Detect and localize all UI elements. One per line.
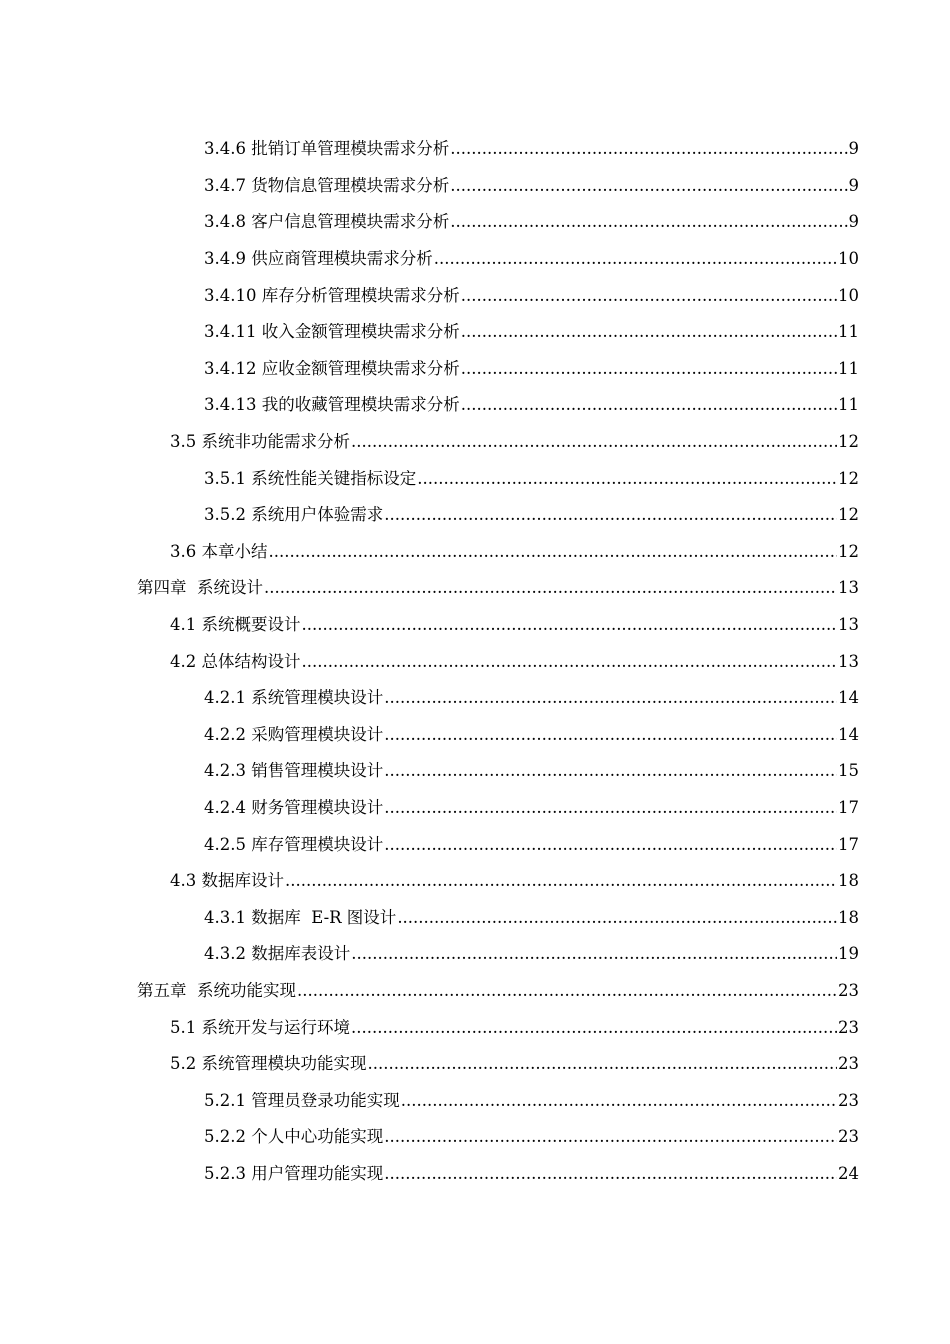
toc-entry-page: 23	[838, 1090, 859, 1110]
toc-entry[interactable]	[0, 460, 950, 497]
toc-entry-title: 4.2.3 销售管理模块设计	[204, 761, 384, 781]
toc-entry-page: 9	[848, 139, 859, 159]
toc-entry-title: 4.3.1 数据库 E-R 图设计	[204, 907, 397, 927]
toc-entry[interactable]	[0, 424, 950, 461]
toc-entry[interactable]	[0, 826, 950, 863]
toc-leader-dots	[264, 578, 837, 598]
toc-entry-title: 4.2.1 系统管理模块设计	[204, 688, 384, 708]
toc-entry-page: 19	[838, 944, 859, 964]
toc-entry-page: 23	[838, 1127, 859, 1147]
toc-entry[interactable]	[0, 1009, 950, 1046]
toc-entry[interactable]	[0, 204, 950, 241]
toc-entry-page: 13	[838, 615, 859, 635]
toc-entry[interactable]	[0, 936, 950, 973]
toc-entry-page: 14	[838, 724, 859, 744]
toc-entry[interactable]	[0, 387, 950, 424]
toc-entry-title: 3.4.12 应收金额管理模块需求分析	[204, 358, 460, 378]
toc-entry[interactable]	[0, 899, 950, 936]
toc-leader-dots	[450, 212, 847, 232]
toc-entry-page: 24	[838, 1163, 859, 1183]
toc-entry-title: 5.2 系统管理模块功能实现	[170, 1054, 367, 1074]
toc-leader-dots	[351, 432, 837, 452]
toc-leader-dots	[384, 1127, 837, 1147]
toc-entry-page: 13	[838, 578, 859, 598]
toc-entry-title: 4.2.2 采购管理模块设计	[204, 724, 384, 744]
toc-entry-title: 4.1 系统概要设计	[170, 615, 301, 635]
toc-entry[interactable]	[0, 241, 950, 278]
toc-entry-page: 12	[838, 505, 859, 525]
toc-entry-page: 12	[838, 468, 859, 488]
toc-entry-page: 17	[838, 797, 859, 817]
toc-leader-dots	[461, 359, 837, 379]
toc-entry[interactable]	[0, 168, 950, 205]
toc-leader-dots	[384, 688, 837, 708]
toc-entry[interactable]	[0, 351, 950, 388]
toc-entry-title: 3.4.9 供应商管理模块需求分析	[204, 249, 433, 269]
toc-entry-title: 3.5 系统非功能需求分析	[170, 432, 350, 452]
toc-entry-page: 9	[848, 212, 859, 232]
toc-entry-page: 11	[838, 358, 859, 378]
toc-entry-title: 4.2 总体结构设计	[170, 651, 301, 671]
toc-leader-dots	[368, 1054, 838, 1074]
toc-entry-title: 5.2.1 管理员登录功能实现	[204, 1090, 400, 1110]
toc-entry-page: 18	[838, 871, 859, 891]
toc-entry-title: 3.5.1 系统性能关键指标设定	[204, 468, 417, 488]
toc-entry[interactable]	[0, 314, 950, 351]
toc-leader-dots	[461, 286, 837, 306]
toc-entry[interactable]	[0, 570, 950, 607]
toc-entry-title: 4.2.4 财务管理模块设计	[204, 797, 384, 817]
toc-entry-title: 3.4.10 库存分析管理模块需求分析	[204, 285, 460, 305]
toc-leader-dots	[450, 176, 847, 196]
toc-entry-page: 11	[838, 322, 859, 342]
toc-leader-dots	[417, 469, 837, 489]
toc-leader-dots	[384, 725, 837, 745]
toc-entry-page: 12	[838, 432, 859, 452]
toc-leader-dots	[461, 395, 837, 415]
toc-entry[interactable]	[0, 534, 950, 571]
toc-entry-title: 4.2.5 库存管理模块设计	[204, 834, 384, 854]
toc-entry-page: 18	[838, 907, 859, 927]
toc-leader-dots	[434, 249, 837, 269]
toc-leader-dots	[285, 871, 837, 891]
toc-entry-page: 11	[838, 395, 859, 415]
toc-entry[interactable]	[0, 790, 950, 827]
toc-entry-title: 3.5.2 系统用户体验需求	[204, 505, 384, 525]
toc-entry[interactable]	[0, 1046, 950, 1083]
toc-entry[interactable]	[0, 1082, 950, 1119]
toc-entry-title: 3.6 本章小结	[170, 541, 268, 561]
toc-entry-page: 17	[838, 834, 859, 854]
toc-entry[interactable]	[0, 753, 950, 790]
toc-entry-page: 14	[838, 688, 859, 708]
toc-entry-title: 5.2.3 用户管理功能实现	[204, 1163, 384, 1183]
toc-leader-dots	[401, 1091, 837, 1111]
toc-entry[interactable]	[0, 680, 950, 717]
toc-entry-page: 23	[838, 980, 859, 1000]
toc-entry[interactable]	[0, 643, 950, 680]
toc-leader-dots	[297, 981, 837, 1001]
toc-entry-page: 13	[838, 651, 859, 671]
toc-leader-dots	[384, 505, 837, 525]
toc-entry[interactable]	[0, 973, 950, 1010]
toc-entry-title: 第四章 系统设计	[137, 578, 263, 598]
toc-entry-title: 3.4.11 收入金额管理模块需求分析	[204, 322, 460, 342]
toc-entry[interactable]	[0, 1119, 950, 1156]
toc-entry-title: 3.4.6 批销订单管理模块需求分析	[204, 139, 450, 159]
toc-entry[interactable]	[0, 1156, 950, 1193]
toc-entry-title: 3.4.13 我的收藏管理模块需求分析	[204, 395, 460, 415]
toc-leader-dots	[461, 322, 837, 342]
toc-entry[interactable]	[0, 277, 950, 314]
toc-entry[interactable]	[0, 607, 950, 644]
toc-entry-title: 3.4.7 货物信息管理模块需求分析	[204, 175, 450, 195]
toc-leader-dots	[450, 139, 847, 159]
toc-entry-page: 10	[838, 249, 859, 269]
toc-entry-title: 第五章 系统功能实现	[137, 980, 296, 1000]
table-of-contents	[0, 131, 950, 1192]
toc-entry-title: 5.1 系统开发与运行环境	[170, 1017, 350, 1037]
toc-leader-dots	[384, 761, 837, 781]
toc-entry-page: 12	[838, 541, 859, 561]
toc-entry-page: 23	[838, 1054, 859, 1074]
toc-leader-dots	[302, 652, 838, 672]
toc-leader-dots	[302, 615, 838, 635]
toc-leader-dots	[384, 798, 837, 818]
toc-entry-page: 15	[838, 761, 859, 781]
toc-leader-dots	[269, 542, 838, 562]
toc-entry[interactable]	[0, 863, 950, 900]
toc-leader-dots	[351, 944, 837, 964]
toc-leader-dots	[384, 1164, 837, 1184]
toc-entry-page: 9	[848, 175, 859, 195]
toc-leader-dots	[384, 835, 837, 855]
toc-entry-page: 23	[838, 1017, 859, 1037]
toc-leader-dots	[397, 908, 837, 928]
toc-entry-title: 4.3 数据库设计	[170, 871, 284, 891]
toc-entry[interactable]	[0, 717, 950, 754]
toc-entry-title: 4.3.2 数据库表设计	[204, 944, 351, 964]
toc-entry-page: 10	[838, 285, 859, 305]
toc-leader-dots	[351, 1018, 837, 1038]
toc-entry[interactable]	[0, 131, 950, 168]
toc-entry-title: 5.2.2 个人中心功能实现	[204, 1127, 384, 1147]
toc-entry[interactable]	[0, 497, 950, 534]
toc-entry-title: 3.4.8 客户信息管理模块需求分析	[204, 212, 450, 232]
